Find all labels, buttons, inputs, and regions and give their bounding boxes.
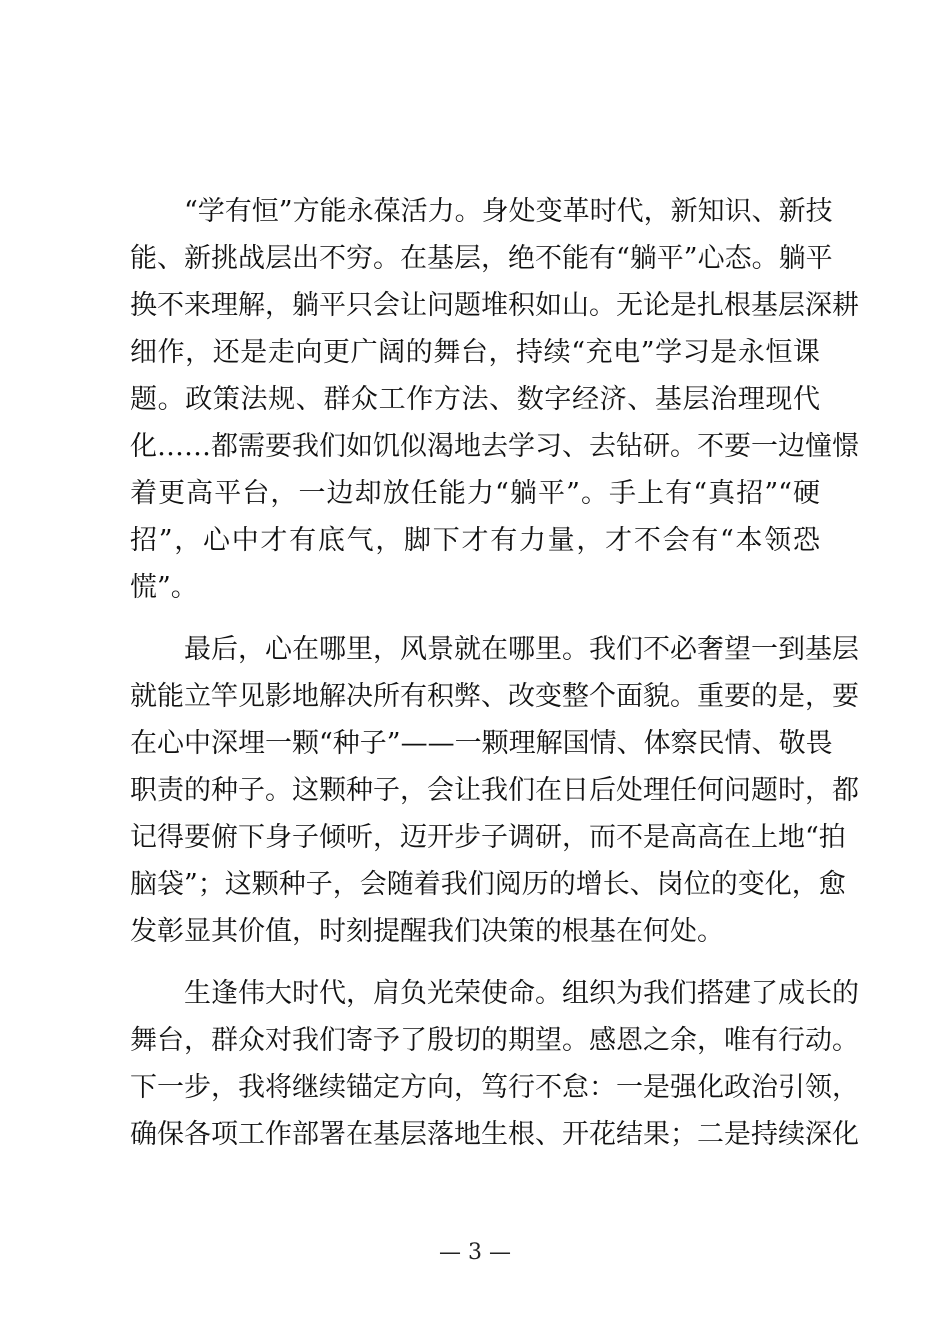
paragraph-3-line-3: 下一步，我将继续锚定方向，笃行不怠：一是强化政治引领，: [130, 1072, 859, 1103]
paragraph-2-line-2: 就能立竿见影地解决所有积弊、改变整个面貌。重要的是，要: [130, 681, 859, 712]
paragraph-2-line-6: 脑袋”；这颗种子，会随着我们阅历的增长、岗位的变化，愈: [130, 869, 846, 900]
paragraph-2-line-4: 职责的种子。这颗种子，会让我们在日后处理任何问题时，都: [130, 775, 859, 806]
page-number: — 3 —: [439, 1240, 511, 1265]
paragraph-1-line-3: 换不来理解，躺平只会让问题堆积如山。无论是扎根基层深耕: [130, 290, 859, 321]
paragraph-1-line-5: 题。政策法规、群众工作方法、数字经济、基层治理现代: [130, 384, 820, 415]
paragraph-2-line-5: 记得要俯下身子倾听，迈开步子调研，而不是高高在上地“拍: [130, 822, 846, 853]
paragraph-2-line-7: 发彰显其价值，时刻提醒我们决策的根基在何处。: [130, 916, 724, 947]
paragraph-2-line-3: 在心中深埋一颗“种子”——一颗理解国情、体察民情、敬畏: [130, 728, 833, 759]
paragraph-1-line-9: 慌”。: [130, 572, 198, 603]
paragraph-1-line-2: 能、新挑战层出不穷。在基层，绝不能有“躺平”心态。躺平: [130, 243, 833, 274]
paragraph-1-line-8: 招”，心中才有底气，脚下才有力量，才不会有“本领恐: [130, 525, 820, 556]
paragraph-1-line-6: 化……都需要我们如饥似渴地去学习、去钻研。不要一边憧憬: [130, 431, 859, 462]
paragraph-1-line-4: 细作，还是走向更广阔的舞台，持续“充电”学习是永恒课: [130, 337, 820, 368]
paragraph-3-line-1: 生逢伟大时代，肩负光荣使命。组织为我们搭建了成长的: [184, 978, 859, 1009]
paragraph-3-line-2: 舞台，群众对我们寄予了殷切的期望。感恩之余，唯有行动。: [130, 1025, 859, 1056]
paragraph-2-line-1: 最后，心在哪里，风景就在哪里。我们不必奢望一到基层: [184, 634, 859, 665]
paragraph-3-line-4: 确保各项工作部署在基层落地生根、开花结果；二是持续深化: [130, 1119, 859, 1150]
paragraph-1-line-1: “学有恒”方能永葆活力。身处变革时代，新知识、新技: [184, 196, 833, 227]
paragraph-1-line-7: 着更高平台，一边却放任能力“躺平”。手上有“真招”“硬: [130, 478, 820, 509]
